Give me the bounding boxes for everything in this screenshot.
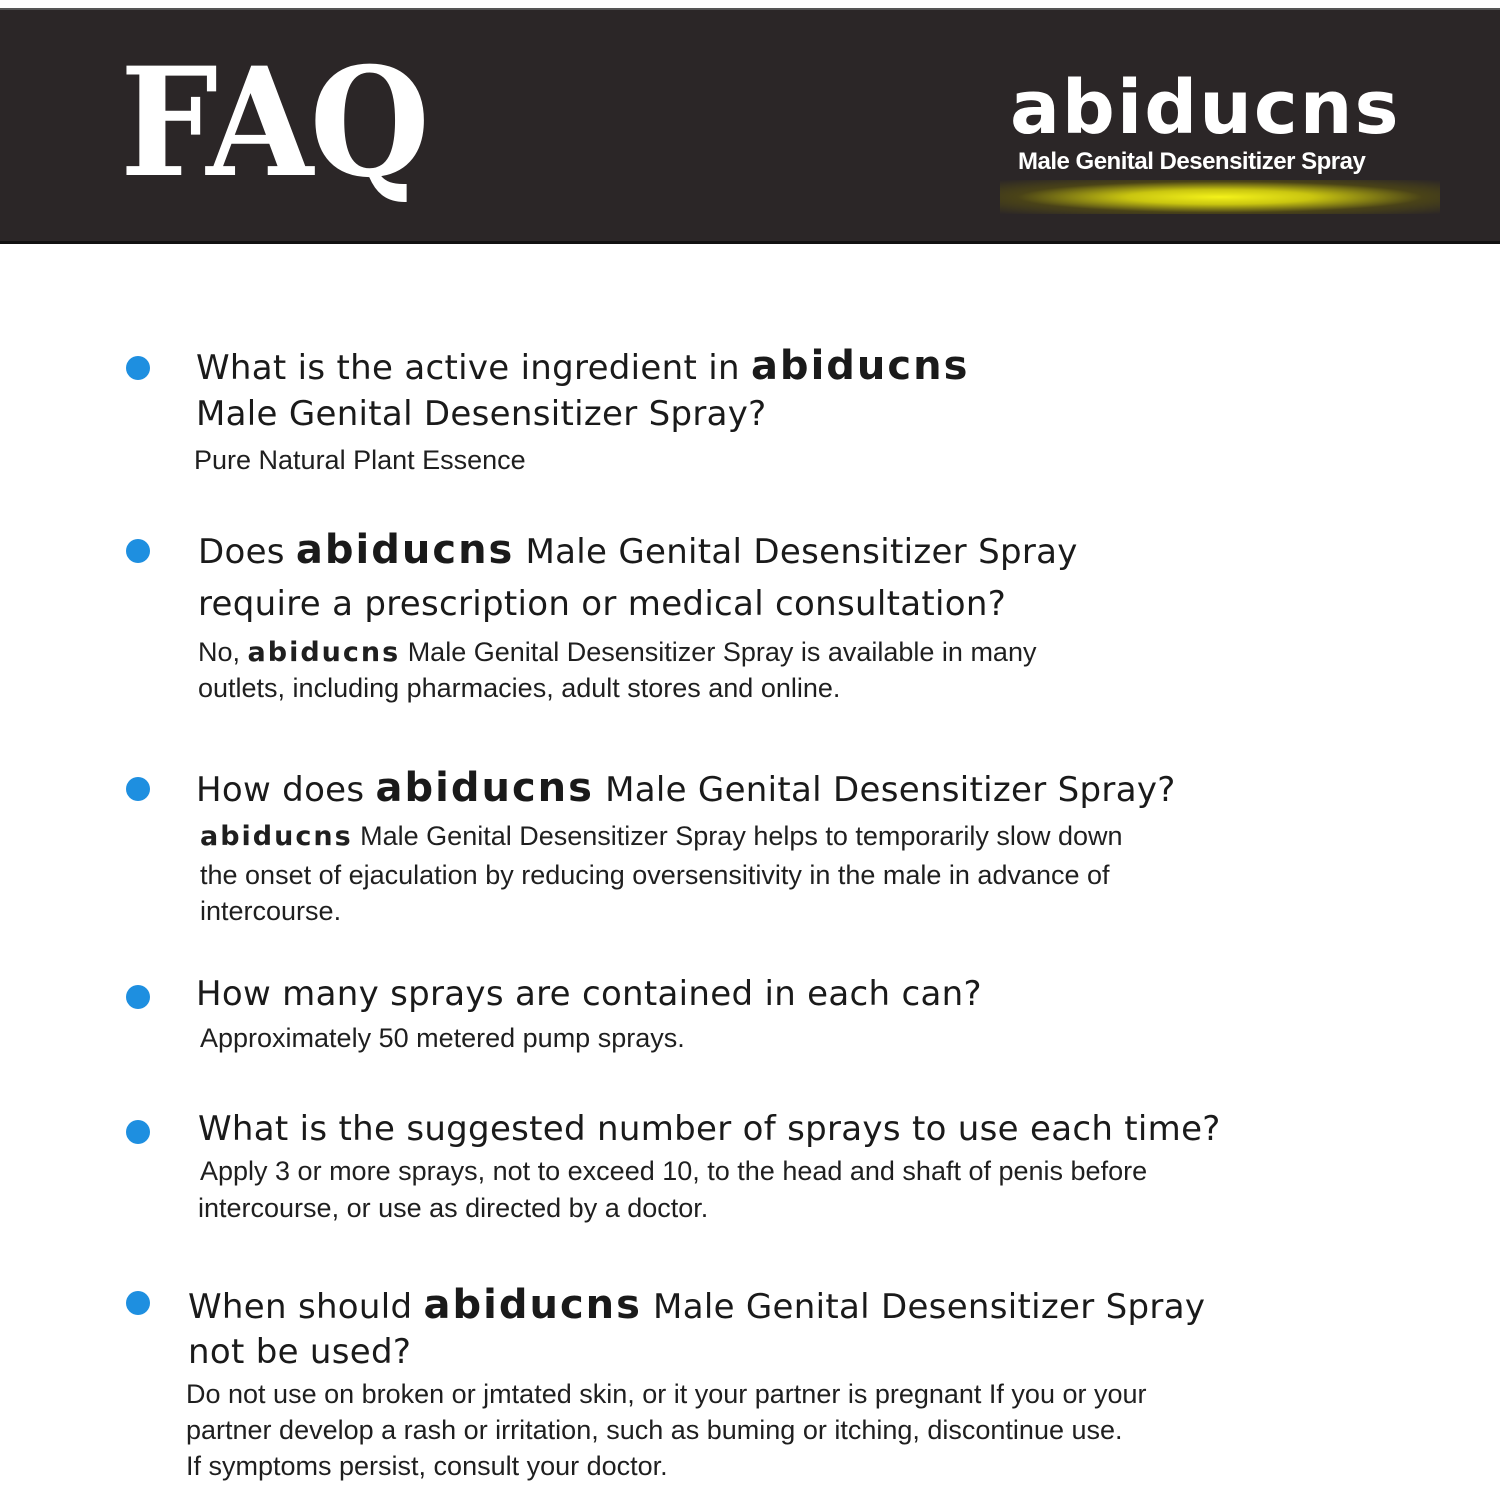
- question-text: Male Genital Desensitizer Spray?: [593, 770, 1176, 810]
- bullet-icon: [126, 1120, 150, 1144]
- faq-answer-line2: the onset of ejaculation by reducing oversensitivity in the male in advance of: [200, 860, 1110, 890]
- question-text: How does: [196, 770, 376, 810]
- bullet-icon: [126, 985, 150, 1009]
- brand-name-inline: abiducns: [295, 527, 515, 573]
- brand-name-inline: abiducns: [247, 637, 401, 668]
- question-text: Male Genital Desensitizer Spray: [641, 1287, 1206, 1327]
- bullet-icon: [126, 1291, 150, 1315]
- faq-question: [196, 764, 1176, 814]
- bullet-icon: [126, 777, 150, 801]
- faq-answer-line2: partner develop a rash or irritation, such as buming or itching, discontinue use.: [186, 1415, 1123, 1445]
- faq-question-line2: Male Genital Desensitizer Spray?: [196, 394, 767, 434]
- faq-answer: Do not use on broken or jmtated skin, or it your partner is pregnant If you or your: [186, 1379, 1147, 1409]
- faq-answer-line2: intercourse, or use as directed by a doctor.: [198, 1193, 709, 1223]
- faq-question: [188, 1281, 1205, 1331]
- brand-name-inline: abiducns: [200, 821, 353, 852]
- answer-text: No,: [198, 637, 248, 667]
- brand-name-inline: abiducns: [750, 343, 970, 389]
- faq-answer-line2: outlets, including pharmacies, adult stores and online.: [198, 673, 841, 703]
- brand-logo: [1010, 65, 1430, 176]
- page-title: FAQ: [120, 35, 427, 211]
- faq-answer: [198, 634, 1036, 671]
- answer-text: Male Genital Desensitizer Spray helps to temporarily slow down: [352, 821, 1123, 851]
- question-text: When should: [188, 1287, 424, 1327]
- faq-answer-line3: If symptoms persist, consult your doctor.: [186, 1451, 668, 1481]
- faq-question: How many sprays are contained in each can?: [196, 974, 982, 1014]
- bullet-icon: [126, 539, 150, 563]
- faq-question-line2: not be used?: [188, 1332, 412, 1372]
- brand-name: abiducns: [1010, 65, 1401, 151]
- faq-question: [198, 526, 1078, 576]
- faq-question-line2: require a prescription or medical consultation?: [198, 584, 1007, 624]
- faq-answer: [200, 818, 1123, 855]
- question-text: What is the active ingredient in: [196, 348, 751, 388]
- brand-name-inline: abiducns: [423, 1282, 642, 1328]
- bullet-icon: [126, 356, 150, 380]
- question-text: Does: [198, 532, 296, 572]
- faq-answer: Pure Natural Plant Essence: [194, 445, 526, 475]
- faq-answer-line3: intercourse.: [200, 896, 342, 926]
- faq-answer: Apply 3 or more sprays, not to exceed 10, to the head and shaft of penis before: [200, 1156, 1148, 1186]
- brand-tagline: Male Genital Desensitizer Spray: [1018, 148, 1366, 175]
- brand-name-inline: abiducns: [375, 765, 594, 811]
- faq-question: What is the suggested number of sprays to use each time?: [198, 1109, 1221, 1149]
- faq-answer: Approximately 50 metered pump sprays.: [200, 1023, 685, 1053]
- brand-glow-stripe: [1000, 180, 1440, 214]
- faq-question: [196, 342, 969, 392]
- question-text: Male Genital Desensitizer Spray: [514, 532, 1078, 572]
- answer-text: Male Genital Desensitizer Spray is available in many: [400, 637, 1037, 667]
- header-banner: [0, 8, 1500, 244]
